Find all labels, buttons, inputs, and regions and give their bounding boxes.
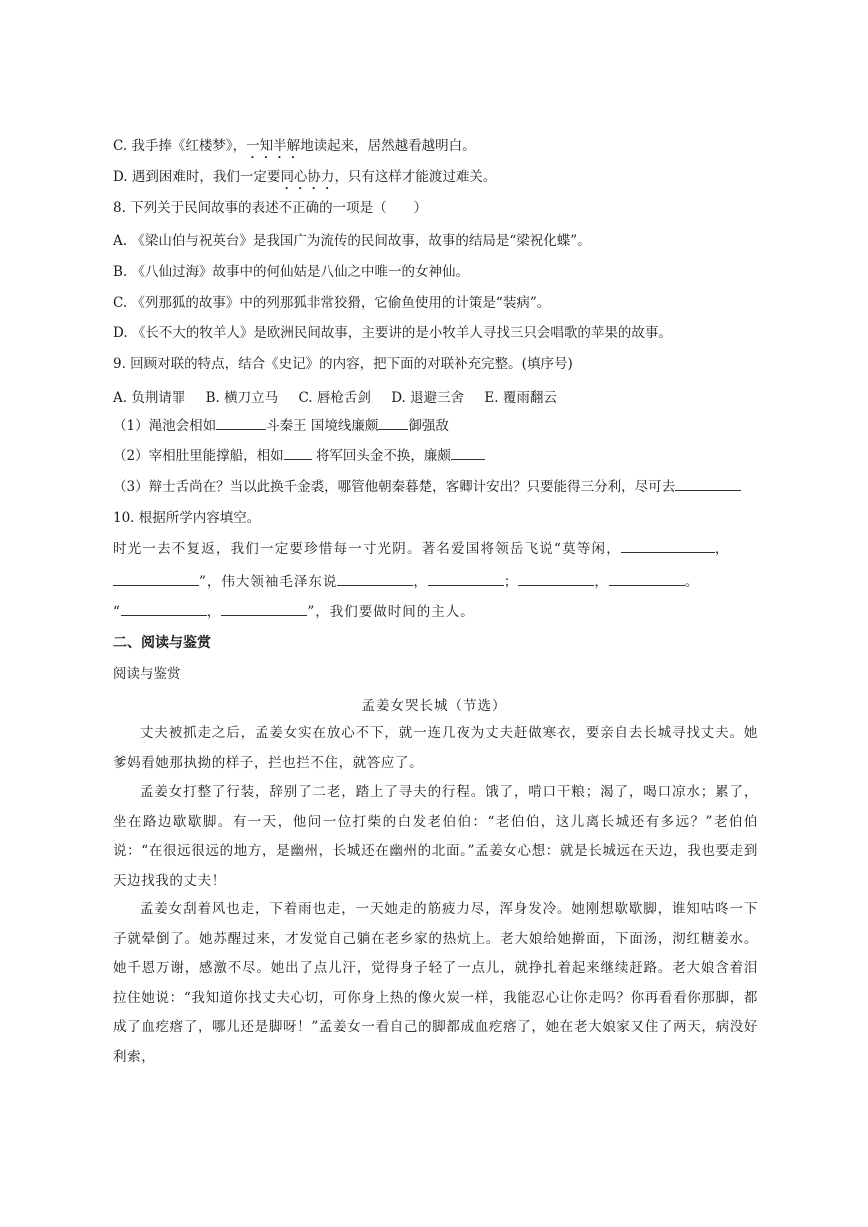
q9-3-text-a: （3）辩士舌尚在？当以此换千金裘，哪管他朝秦暮楚，客卿计安出？只要能得三分利，尽可去	[113, 479, 676, 495]
question-8-option-a: A. 《梁山伯与祝英台》是我国广为流传的民间故事，故事的结局是“梁祝化蝶”。	[113, 233, 591, 249]
q9-2-blank-2[interactable]	[451, 447, 485, 460]
question-9-options	[113, 386, 573, 406]
question-9-item-1	[113, 417, 449, 435]
q10-l1-comma: ，	[714, 541, 730, 557]
q10-l3-text-a: “	[113, 604, 121, 620]
question-10: 10. 根据所学内容填空。	[113, 510, 261, 526]
option-d-dotted: 同心协力	[280, 169, 335, 185]
option-d-q7	[113, 168, 496, 193]
option-d-pre: D. 遇到困难时，我们一定要	[113, 169, 281, 185]
q10-l2-text-c: ；	[503, 574, 519, 590]
q10-l3-text-b: ，	[206, 604, 222, 620]
question-8: 8. 下列关于民间故事的表述不正确的一项是（ ）	[113, 200, 428, 216]
q10-blank-6[interactable]	[609, 573, 685, 586]
q9-2-text-a: （2）宰相肚里能撑船，相如	[113, 448, 284, 464]
section-subheading: 阅读与鉴赏	[113, 666, 181, 682]
q10-l1-text: 时光一去不复返，我们一定要珍惜每一寸光阴。著名爱国将领岳飞说“莫等闲，	[113, 541, 621, 557]
q10-l2-text-e: 。	[684, 574, 700, 590]
q9-1-text-c: 御强敌	[408, 418, 449, 434]
q10-l2-text-b: ，	[413, 574, 428, 590]
q10-blank-2[interactable]	[113, 573, 199, 586]
q9-1-text-a: （1）渑池会相如	[113, 418, 217, 434]
q9-option-e: E. 覆雨翻云	[484, 390, 557, 406]
passage-paragraph-1: 丈夫被抓走之后，孟姜女实在放心不下，就一连几夜为丈夫赶做寒衣，要亲自去长城寻找丈夫。她爹妈看她那执拗的样子，拦也拦不住，就答应了。	[113, 725, 758, 771]
question-9: 9. 回顾对联的特点，结合《史记》的内容，把下面的对联补充完整。(填序号)	[113, 356, 573, 372]
question-10-line-3	[113, 603, 475, 621]
passage-paragraph-2: 孟姜女打整了行装，辞别了二老，踏上了寻夫的行程。饿了，啃口干粮；渴了，喝口凉水；累了，坐在路边歇歇脚。有一天，他问一位打柴的白发老伯伯：“老伯伯，这儿离长城还有多远？”老伯伯说：“在很远很远的地方，是幽州，长城还在幽州的北面。”孟姜女心想：就是长城远在天边，我也要走到天边找我的丈夫！	[113, 784, 758, 889]
q10-blank-5[interactable]	[518, 573, 594, 586]
option-c-q7	[113, 137, 476, 162]
passage-paragraph-3: 孟姜女刮着风也走，下着雨也走，一天她走的筋疲力尽，浑身发冷。她刚想歇歇脚，谁知咕咚一下子就晕倒了。她苏醒过来，才发觉自己躺在老乡家的热炕上。老大娘给她擀面，下面汤，沏红糖姜水。她千恩万谢，感激不尽。她出了点儿汗，觉得身子轻了一点儿，就挣扎着起来继续赶路。老大娘含着泪拉住她说：“我知道你找丈夫心切，可你身上热的像火炭一样，我能忍心让你走吗？你再看看你那脚，都成了血疙瘩了，哪儿还是脚呀！”孟姜女一看自己的脚都成血疙瘩了，她在老大娘家又住了两天，病没好利索，	[113, 901, 758, 1065]
q9-3-blank-1[interactable]	[675, 478, 741, 491]
q9-1-blank-2[interactable]	[378, 417, 408, 430]
option-c-pre: C. 我手捧《红楼梦》，	[113, 138, 247, 154]
q9-option-b: B. 横刀立马	[205, 390, 279, 406]
q9-2-blank-1[interactable]	[284, 447, 312, 460]
q9-option-a: A. 负荆请罪	[113, 390, 186, 406]
q10-blank-8[interactable]	[221, 603, 307, 616]
q9-option-c: C. 唇枪舌剑	[298, 390, 371, 406]
q9-1-blank-1[interactable]	[216, 417, 266, 430]
question-9-item-3	[113, 478, 741, 496]
q9-option-d: D. 退避三舍	[391, 390, 465, 406]
q10-blank-7[interactable]	[121, 603, 207, 616]
question-8-option-c: C. 《列那狐的故事》中的列那狐非常狡猾，它偷鱼使用的计策是“装病”。	[113, 295, 551, 311]
q10-blank-1[interactable]	[621, 540, 715, 553]
passage-title: 孟姜女哭长城（节选）	[361, 698, 507, 714]
q9-1-text-b: 斗秦王 国境线廉颇	[266, 418, 379, 434]
q10-l2-text-a: ”，伟大领袖毛泽东说	[199, 574, 338, 590]
question-8-option-b: B. 《八仙过海》故事中的何仙姑是八仙之中唯一的女神仙。	[113, 264, 470, 280]
question-8-option-d: D. 《长不大的牧羊人》是欧洲民间故事，主要讲的是小牧羊人寻找三只会唱歌的苹果的故事。	[113, 325, 672, 341]
option-c-post: 地读起来，居然越看越明白。	[300, 138, 476, 154]
q10-l3-text-c: ”，我们要做时间的主人。	[307, 604, 475, 620]
question-10-line-2	[113, 573, 699, 591]
q10-blank-3[interactable]	[337, 573, 413, 586]
q10-l2-text-d: ，	[594, 574, 609, 590]
option-d-post: ，只有这样才能渡过难关。	[334, 169, 497, 185]
section-heading: 二、阅读与鉴赏	[113, 635, 211, 651]
option-c-dotted: 一知半解	[246, 138, 301, 154]
question-9-item-2	[113, 447, 485, 465]
q9-2-text-b: 将军回头金不换，廉颇	[311, 448, 451, 464]
q10-blank-4[interactable]	[428, 573, 504, 586]
question-10-line-1	[113, 540, 730, 558]
